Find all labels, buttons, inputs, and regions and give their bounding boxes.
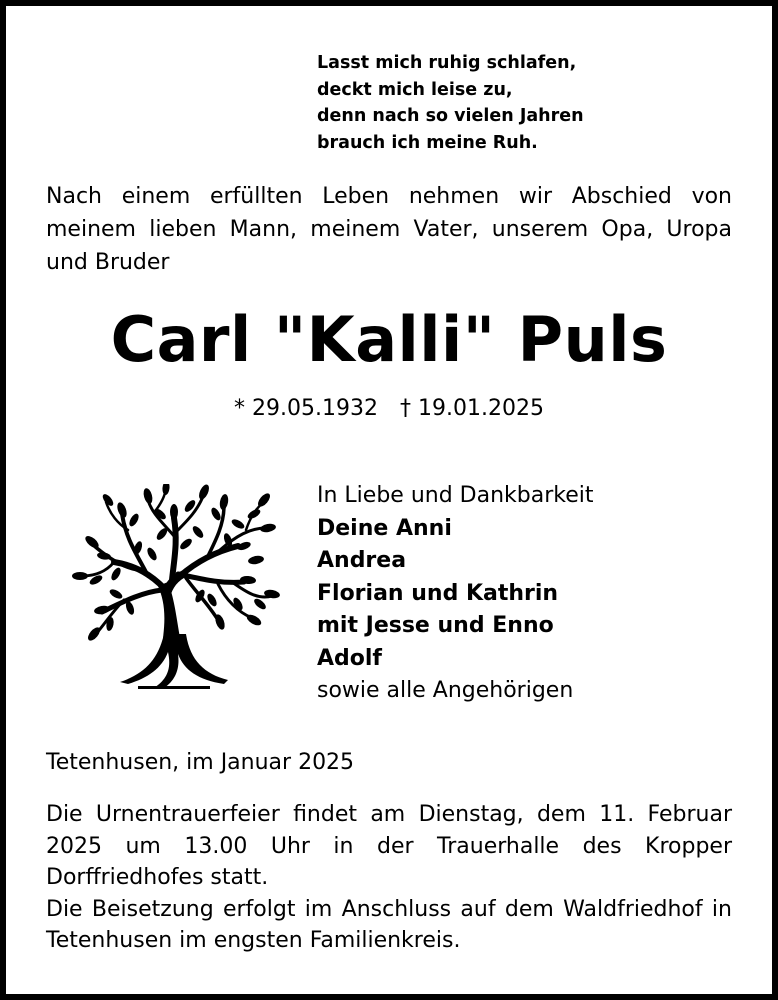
tree-of-life-icon (68, 484, 282, 692)
life-dates (6, 396, 772, 421)
mourner-name: Florian und Kathrin (317, 580, 559, 606)
poem (317, 50, 584, 156)
birth-date: * 29.05.1932 (234, 396, 378, 421)
mourners-block (317, 480, 594, 708)
mourner-name: mit Jesse und Enno (317, 613, 554, 638)
place-date: Tetenhusen, im Januar 2025 (46, 750, 355, 775)
death-date: † 19.01.2025 (400, 396, 544, 421)
mourner-name: Andrea (317, 548, 407, 573)
mourners-closing: sowie alle Angehörigen (317, 678, 574, 703)
service-info (46, 799, 732, 957)
poem-line: brauch ich meine Ruh. (317, 132, 538, 153)
poem-line: deckt mich leise zu, (317, 79, 513, 100)
poem-line: Lasst mich ruhig schlafen, (317, 53, 577, 73)
mourner-name: Adolf (317, 645, 383, 671)
deceased-name: Carl "Kalli" Puls (110, 303, 668, 376)
mourners-intro: In Liebe und Dankbarkeit (317, 483, 594, 508)
intro-text: Nach einem erfüllten Leben nehmen wir Abschied von meinem lieben Mann, meinem Vater, unserem Opa, Uropa und Bruder (46, 184, 732, 275)
poem-line: denn nach so vielen Jahren (317, 106, 584, 126)
service-paragraph: Die Beisetzung erfolgt im Anschluss auf dem Waldfriedhof in Tetenhusen im engsten Familienkreis. (46, 896, 732, 953)
mourner-name: Deine Anni (317, 515, 452, 541)
service-paragraph: Die Urnentrauerfeier findet am Dienstag, dem 11. Februar 2025 um 13.00 Uhr in der Trauerhalle des Kropper Dorffriedhofes statt. (46, 802, 732, 890)
